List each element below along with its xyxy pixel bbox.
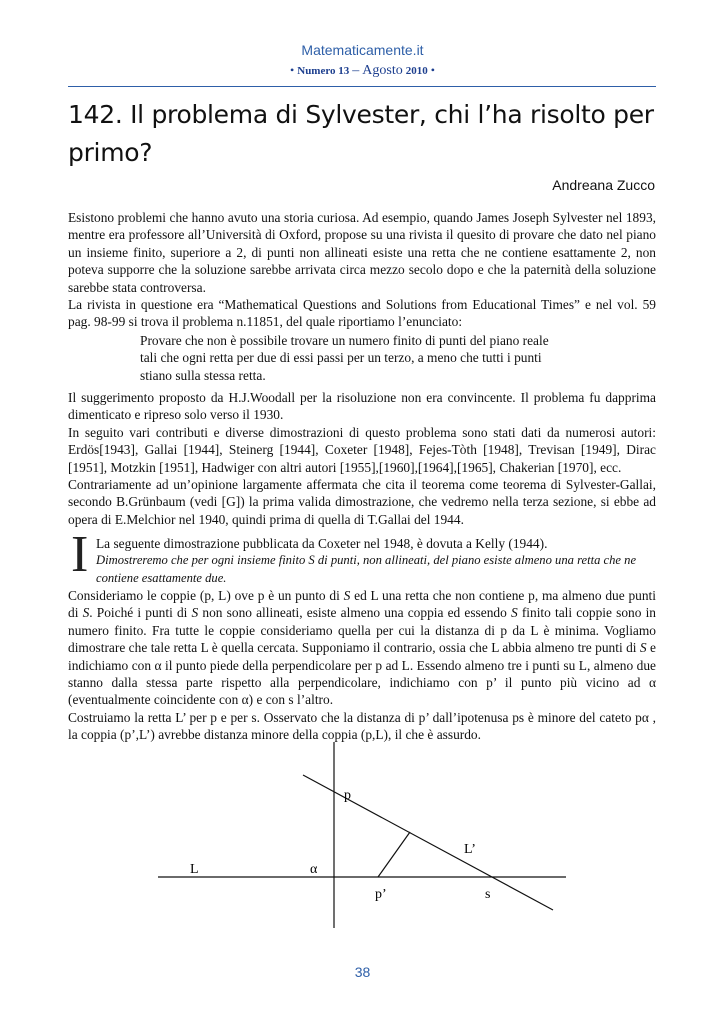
set-symbol: S	[639, 640, 647, 656]
issue-number: Numero 13	[297, 65, 350, 77]
set-symbol: S	[191, 605, 199, 621]
page-number: 38	[354, 964, 371, 980]
drop-cap: I	[71, 526, 89, 583]
proof-text-run: . Poiché i punti di	[89, 605, 192, 621]
proof-text-run: non sono allineati, esiste almeno una coppia ed essendo	[198, 605, 511, 621]
label-p: p	[344, 788, 351, 803]
paragraph-journal: La rivista in questione era “Mathematical Questions and Solutions from Educational Times” e nel vol. 59 pag. 98-99 si trova il problema n.11851, del quale riportiamo l’enunciato:	[68, 297, 656, 330]
line-L-prime	[303, 775, 553, 910]
bullet-right: •	[430, 63, 435, 77]
bullet-left: •	[290, 63, 295, 77]
proof-text-run: Consideriamo le coppie (p, L) ove p è un punto di	[68, 588, 344, 603]
theorem-claim: Dimostreremo che per ogni insieme finito S di punti, non allineati, del piano esiste almeno una retta che ne contiene esattamente due.	[96, 553, 637, 585]
site-name: Matematicamente.it	[301, 42, 424, 58]
proof-text-run: e indichiamo con α il punto piede della perpendicolare per p ad L. Essendo almeno tre i punti su L, almeno due stanno dalla stessa parte rispetto alla perpendicolare, indichiamo con p’ il punto più vicino ad α (eventualmente coincidente con α) e con s l’altro.	[68, 640, 656, 708]
label-p-prime: p’	[375, 887, 387, 902]
distance-segment	[378, 832, 410, 877]
quote-line: Provare che non è possibile trovare un numero finito di punti del piano reale	[140, 333, 549, 348]
label-alpha: α	[310, 862, 318, 877]
article-title: 142. Il problema di Sylvester, chi l’ha risolto per primo?	[68, 100, 654, 167]
label-s: s	[485, 887, 491, 902]
issue-month: Agosto	[362, 63, 403, 78]
set-symbol: S	[82, 605, 90, 621]
proof-text-run: ed L una retta che non contiene p, ma almeno due punti di	[68, 588, 656, 621]
quote-line: tali che ogni retta per due di essi passi per un terzo, a meno che tutti i punti	[140, 350, 542, 366]
paragraph-intro: Esistono problemi che hanno avuto una storia curiosa. Ad esempio, quando James Joseph Sylvester nel 1893, mentre era professore all’Università di Oxford, propose su una rivista il quesito di provare che dato nel piano un insieme finito, superiore a 2, di punti non allineati esiste una retta che ne contiene esattamente 2, non poteva supporre che la soluzione sarebbe arrivata circa mezzo secolo dopo e che la paternità della soluzione sarebbe stata controversa.	[68, 210, 656, 295]
paragraph-woodall: Il suggerimento proposto da H.J.Woodall per la risoluzione non era convincente. Il problema fu dapprima dimenticato e ripreso solo verso il 1930.	[68, 390, 656, 423]
quote-line: stiano sulla stessa retta.	[140, 367, 266, 383]
label-L-prime: L’	[464, 842, 476, 857]
issue-dash: –	[352, 63, 360, 78]
set-symbol: S	[510, 605, 518, 621]
label-L: L	[190, 862, 199, 877]
paragraph-authors: In seguito vari contributi e diverse dimostrazioni di questo problema sono stati dati da numerosi autori: Erdös[1943], Gallai [1944], Steinerg [1944], Coxeter [1948], Fejes-Tòth [1948], Trevisan [1949], Dirac [1951], Motzkin [1951], Hadwiger con altri autori [1955],[1960],[1964],[1965], Chakerian [1970], ecc.	[68, 424, 656, 475]
intro-line: La seguente dimostrazione pubblicata da Coxeter nel 1948, è dovuta a Kelly (1944).	[96, 536, 548, 551]
proof-text-run: finito tali coppie sono in numero finito. Fra tutte le coppie consideriamo quella per cui la distanza di p da L è minima. Vogliamo dimostrare che tale retta L è quella cercata. Supponiamo il contrario, ossia che L abbia almeno tre punti di	[68, 605, 656, 656]
proof-conclusion: Costruiamo la retta L’ per p e per s. Osservato che la distanza di p’ dall’ipotenusa ps è minore del cateto pα , la coppia (p’,L’) avrebbe distanza minore della coppia (p,L), il che è assurdo.	[68, 709, 656, 743]
article-author: Andreana Zucco	[552, 177, 655, 193]
set-symbol: S	[343, 588, 351, 603]
issue-year: 2010	[405, 65, 428, 77]
paragraph-attribution: Contrariamente ad un’opinione largamente affermata che cita il teorema come teorema di Sylvester-Gallai, secondo B.Grünbaum (vedi [G]) la prima valida dimostrazione, che vedremo nella terza sezione, si ebbe ad opera di E.Melchior nel 1940, quindi prima di quella di T.Gallai del 1944.	[68, 477, 656, 527]
